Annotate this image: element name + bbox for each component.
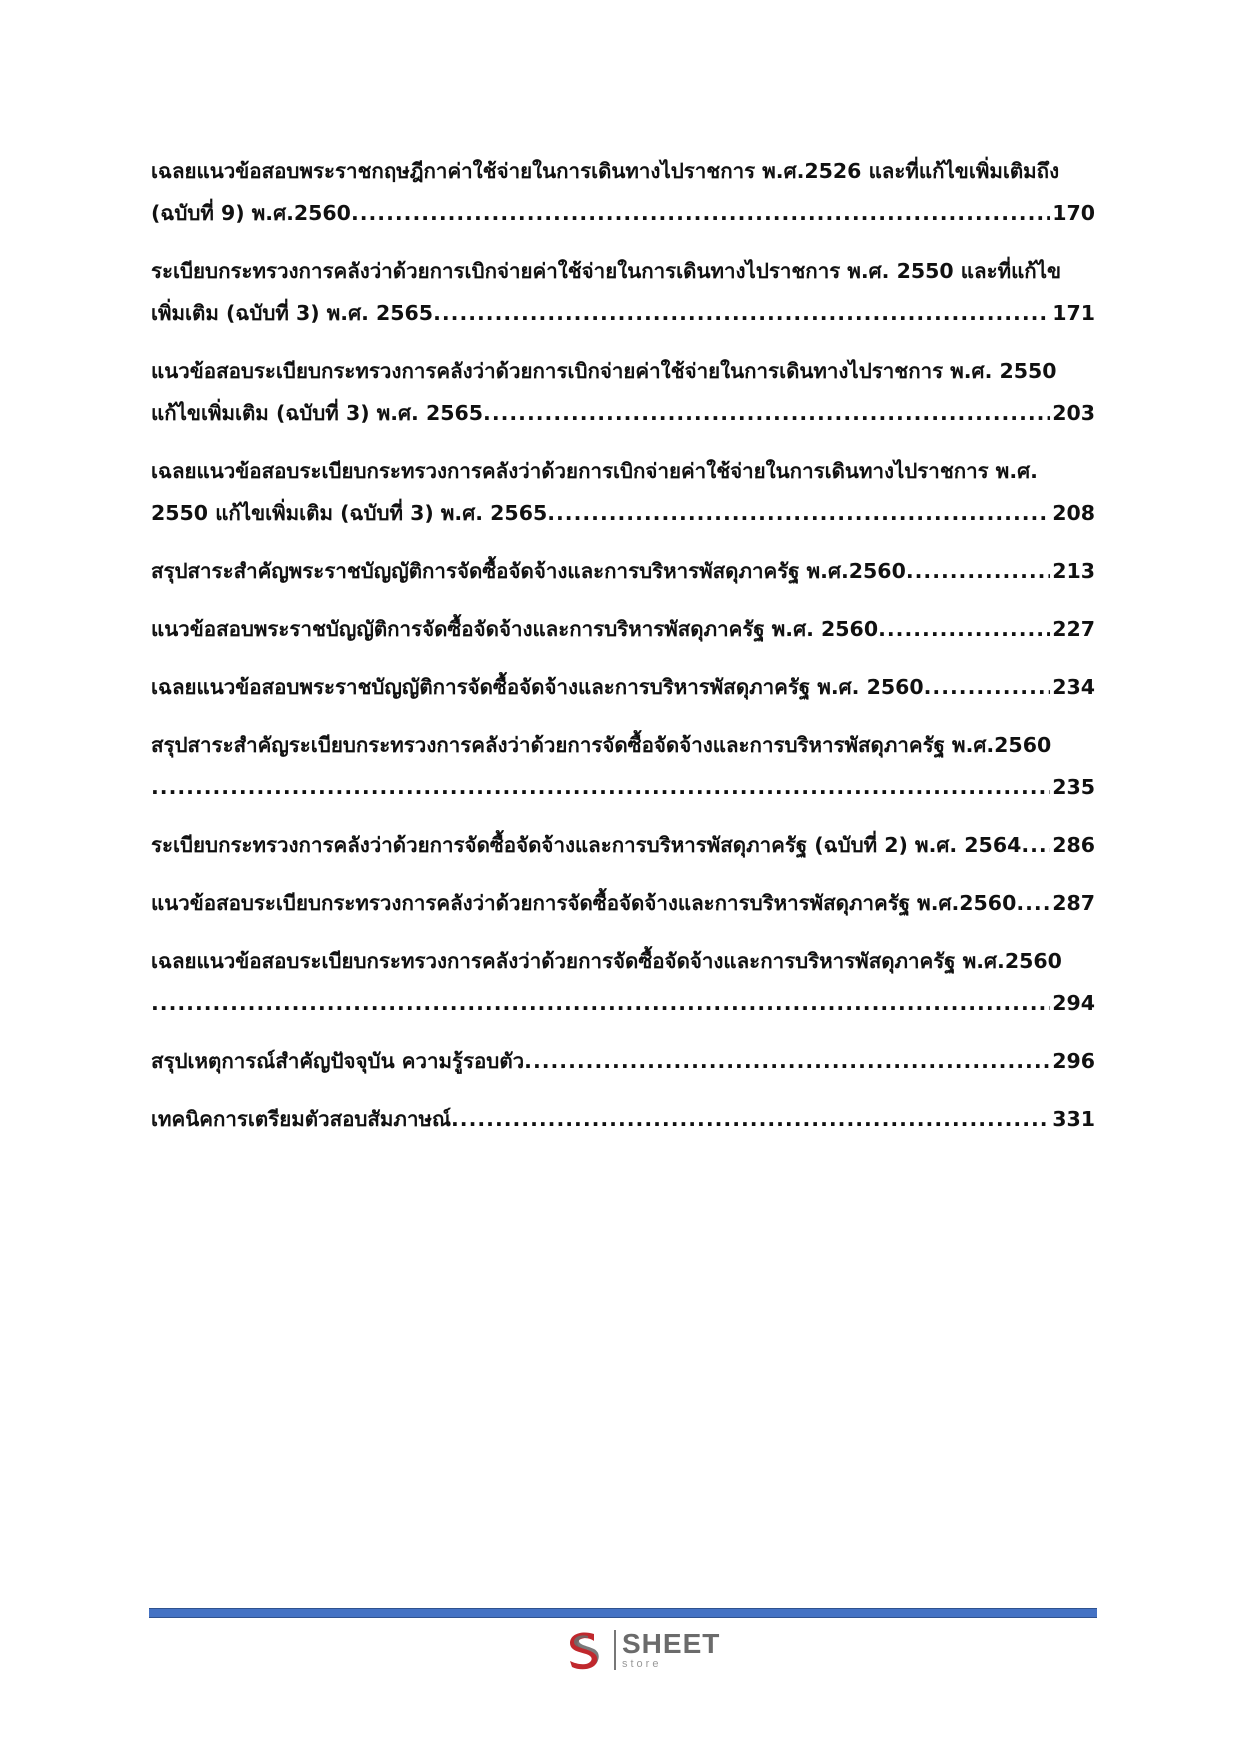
logo-wordmark: SHEET bbox=[622, 1628, 721, 1659]
toc-page-number: 296 bbox=[1052, 1049, 1095, 1073]
sheet-store-logo bbox=[560, 1620, 740, 1680]
toc-entry-leader-line bbox=[151, 292, 1095, 334]
toc-page-number: 331 bbox=[1052, 1107, 1095, 1131]
dot-leader bbox=[151, 982, 1050, 1024]
dot-leader bbox=[906, 550, 1050, 592]
toc-entry-leader-line bbox=[151, 1040, 1095, 1082]
dot-leader bbox=[1021, 824, 1050, 866]
toc-entry-title-line: เฉลยแนวข้อสอบพระราชกฤษฎีกาค่าใช้จ่ายในการเดินทางไปราชการ พ.ศ.2526 และที่แก้ไขเพิ่มเติมถึง bbox=[151, 159, 1060, 183]
toc-entry[interactable] bbox=[151, 940, 1095, 1024]
dot-leader bbox=[1016, 882, 1050, 924]
toc-entry-title: สรุปเหตุการณ์สำคัญปัจจุบัน ความรู้รอบตัว bbox=[151, 1049, 525, 1073]
logo-separator bbox=[614, 1630, 616, 1670]
toc-entry-title: (ฉบับที่ 9) พ.ศ.2560 bbox=[151, 201, 351, 225]
toc-page-number: 208 bbox=[1052, 501, 1095, 525]
toc-entry[interactable] bbox=[151, 882, 1095, 924]
dot-leader bbox=[924, 666, 1051, 708]
toc-entry-leader-line bbox=[151, 824, 1095, 866]
toc-entry[interactable] bbox=[151, 824, 1095, 866]
toc-page-number: 171 bbox=[1052, 301, 1095, 325]
toc-entry[interactable] bbox=[151, 666, 1095, 708]
toc-entry[interactable] bbox=[151, 350, 1095, 434]
toc-entry[interactable] bbox=[151, 608, 1095, 650]
toc-entry[interactable] bbox=[151, 1098, 1095, 1140]
toc-entry-title: เทคนิคการเตรียมตัวสอบสัมภาษณ์ bbox=[151, 1107, 451, 1131]
toc-entry-leader-line bbox=[151, 492, 1095, 534]
dot-leader bbox=[524, 1040, 1050, 1082]
dot-leader bbox=[433, 292, 1050, 334]
toc-entry-leader-line bbox=[151, 766, 1095, 808]
dot-leader bbox=[151, 766, 1050, 808]
toc-entry-leader-line bbox=[151, 882, 1095, 924]
toc-entry-leader-line bbox=[151, 982, 1095, 1024]
toc-entry[interactable] bbox=[151, 1040, 1095, 1082]
toc-page-number: 235 bbox=[1052, 775, 1095, 799]
sheet-logo-icon bbox=[560, 1626, 608, 1674]
toc-entry-title: ระเบียบกระทรวงการคลังว่าด้วยการจัดซื้อจัดจ้างและการบริหารพัสดุภาครัฐ (ฉบับที่ 2) พ.ศ. 2564 bbox=[151, 833, 1022, 857]
toc-entry-title: แนวข้อสอบระเบียบกระทรวงการคลังว่าด้วยการจัดซื้อจัดจ้างและการบริหารพัสดุภาครัฐ พ.ศ.2560 bbox=[151, 891, 1017, 915]
toc-entry-title-line: เฉลยแนวข้อสอบระเบียบกระทรวงการคลังว่าด้วยการจัดซื้อจัดจ้างและการบริหารพัสดุภาครัฐ พ.ศ.2560 bbox=[151, 949, 1062, 973]
toc-entry-leader-line bbox=[151, 392, 1095, 434]
toc-entry-title: เพิ่มเติม (ฉบับที่ 3) พ.ศ. 2565 bbox=[151, 301, 434, 325]
logo-subtitle: store bbox=[622, 1658, 662, 1670]
toc-entry-leader-line bbox=[151, 666, 1095, 708]
toc-entry[interactable] bbox=[151, 250, 1095, 334]
toc-page-number: 213 bbox=[1052, 559, 1095, 583]
toc-entry-title: 2550 แก้ไขเพิ่มเติม (ฉบับที่ 3) พ.ศ. 2565 bbox=[151, 501, 548, 525]
toc-entry-leader-line bbox=[151, 1098, 1095, 1140]
toc-page-number: 286 bbox=[1052, 833, 1095, 857]
toc-entry-leader-line bbox=[151, 550, 1095, 592]
toc-entry-leader-line bbox=[151, 608, 1095, 650]
toc-entry-title-line: เฉลยแนวข้อสอบระเบียบกระทรวงการคลังว่าด้วยการเบิกจ่ายค่าใช้จ่ายในการเดินทางไปราชการ พ.ศ. bbox=[151, 459, 1038, 483]
toc-entry-title: แนวข้อสอบพระราชบัญญัติการจัดซื้อจัดจ้างและการบริหารพัสดุภาครัฐ พ.ศ. 2560 bbox=[151, 617, 879, 641]
toc-entry-title: แก้ไขเพิ่มเติม (ฉบับที่ 3) พ.ศ. 2565 bbox=[151, 401, 484, 425]
dot-leader bbox=[878, 608, 1050, 650]
toc-page-number: 227 bbox=[1052, 617, 1095, 641]
dot-leader bbox=[451, 1098, 1050, 1140]
toc-entry-title: เฉลยแนวข้อสอบพระราชบัญญัติการจัดซื้อจัดจ้างและการบริหารพัสดุภาครัฐ พ.ศ. 2560 bbox=[151, 675, 924, 699]
toc-entry-title: สรุปสาระสำคัญพระราชบัญญัติการจัดซื้อจัดจ้างและการบริหารพัสดุภาครัฐ พ.ศ.2560 bbox=[151, 559, 906, 583]
toc-page-number: 170 bbox=[1052, 201, 1095, 225]
toc-entry-title-line: แนวข้อสอบระเบียบกระทรวงการคลังว่าด้วยการเบิกจ่ายค่าใช้จ่ายในการเดินทางไปราชการ พ.ศ. 2550 bbox=[151, 359, 1057, 383]
dot-leader bbox=[351, 192, 1050, 234]
toc-page-number: 294 bbox=[1052, 991, 1095, 1015]
dot-leader bbox=[547, 492, 1050, 534]
dot-leader bbox=[483, 392, 1050, 434]
toc-page-number: 234 bbox=[1052, 675, 1095, 699]
table-of-contents bbox=[151, 150, 1095, 1156]
toc-page-number: 287 bbox=[1052, 891, 1095, 915]
footer-divider bbox=[149, 1608, 1097, 1618]
toc-entry[interactable] bbox=[151, 450, 1095, 534]
toc-entry-title-line: สรุปสาระสำคัญระเบียบกระทรวงการคลังว่าด้วยการจัดซื้อจัดจ้างและการบริหารพัสดุภาครัฐ พ.ศ.2560 bbox=[151, 733, 1052, 757]
toc-entry-title-line: ระเบียบกระทรวงการคลังว่าด้วยการเบิกจ่ายค่าใช้จ่ายในการเดินทางไปราชการ พ.ศ. 2550 และที่แก้ไข bbox=[151, 259, 1062, 283]
toc-entry[interactable] bbox=[151, 724, 1095, 808]
toc-entry-leader-line bbox=[151, 192, 1095, 234]
toc-page-number: 203 bbox=[1052, 401, 1095, 425]
toc-entry[interactable] bbox=[151, 150, 1095, 234]
toc-entry[interactable] bbox=[151, 550, 1095, 592]
